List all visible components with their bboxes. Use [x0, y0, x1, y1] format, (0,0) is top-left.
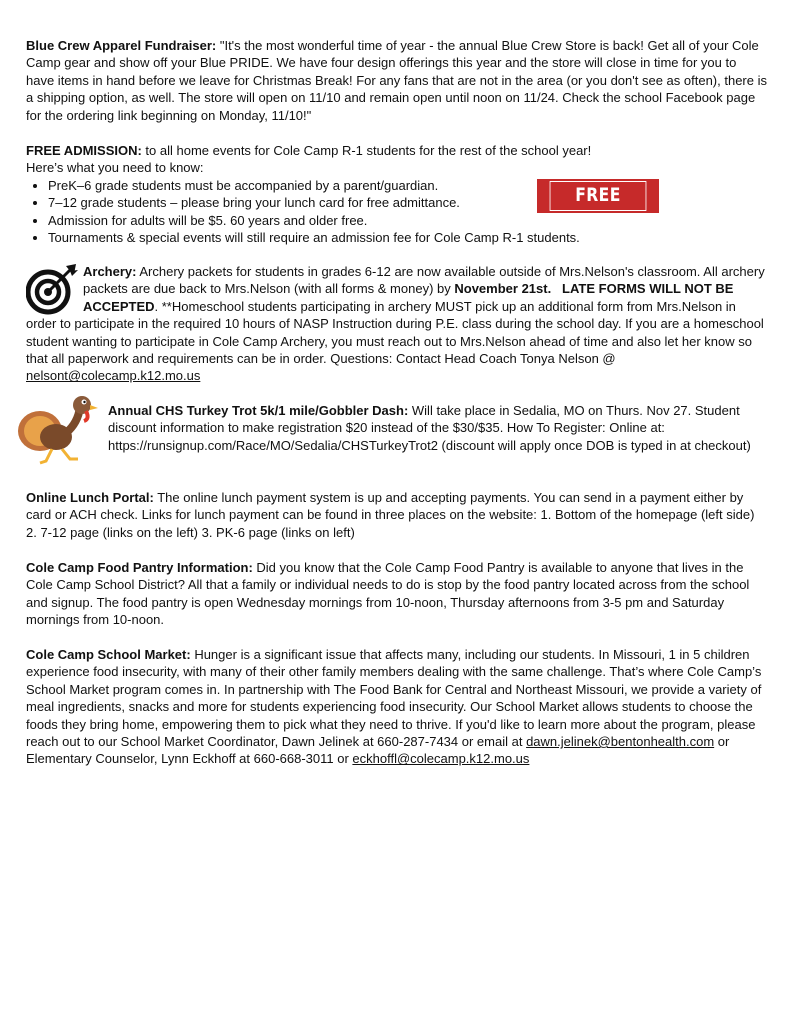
turkey-icon: [10, 393, 106, 467]
admission-need: Here’s what you need to know:: [26, 160, 204, 176]
apparel-section: [26, 37, 768, 124]
pantry-section: [26, 559, 768, 629]
market-body: Hunger is a significant issue that affects many, including our students. In Missouri, 1 in 5 children experience food insecurity, with many of their other family members dealing with the same challenge. That’s where Cole Camp’s School Market program comes in. In partnership with The Food Bank for Central and Northeast Missouri, we provide a variety of meal ingredients, snacks and more for students experiencing food insecurity. Our School Market allows students to choose the foods they bring home, empowering them to pick what they need to thrive. If you'd like to learn more about the program, please reach out to our School Market Coordinator, Dawn Jelinek at 660-287-7434 or email at: [26, 647, 762, 750]
turkey-section: [108, 402, 768, 454]
turkey-body: Will take place in Sedalia, MO on Thurs. Nov 27. Student discount information to make registration $20 instead of the $30/$35. How To Register: Online at: https://runsignup.com/Race/MO/Sedalia/CHSTurkeyTrot2 (discount will apply once DOB is typed in at checkout): [108, 403, 751, 453]
archery-due-date: November 21st.: [454, 281, 552, 297]
lunch-section: [26, 489, 768, 541]
archery-text-1: Archery packets for students in grades 6-12 are now available outside of Mrs.Nelson's classroom. All archery packets are due back to Mrs.Nelson (with all forms & money) by: [83, 264, 765, 297]
admission-title: FREE ADMISSION:: [26, 143, 142, 158]
lunch-body: The online lunch payment system is up and accepting payments. You can send in a payment either by card or ACH check. Links for lunch payment can be found in three places on the website: 1. Bottom of the homepage (left side) 2. 7-12 page (links on the left) 3. PK-6 page (links on left): [26, 490, 755, 540]
list-item: • Tournaments & special events will still require an admission fee for Cole Camp R-1 students.: [48, 229, 768, 246]
free-entry-label: FREE ENTRY: [550, 181, 647, 211]
turkey-title: Annual CHS Turkey Trot 5k/1 mile/Gobbler Dash:: [108, 403, 409, 418]
admission-intro-line: [26, 142, 768, 159]
archery-icon-space: [26, 263, 83, 315]
market-email-link-2[interactable]: eckhoffl@colecamp.k12.mo.us: [352, 751, 530, 767]
pantry-body: Did you know that the Cole Camp Food Pantry is available to anyone that lives in the Cole Camp School District? All that a family or individual needs to do is stop by the food pantry located across from the school and signup. The food pantry is open Wednesday mornings from 10-noon, Thursday afternoons from 3-5 pm and Saturday mornings from 10-noon.: [26, 560, 750, 628]
admission-intro: to all home events for Cole Camp R-1 students for the rest of the school year!: [141, 143, 592, 158]
market-section: [26, 646, 768, 768]
archery-email-link[interactable]: nelsont@colecamp.k12.mo.us: [26, 368, 201, 384]
free-entry-stamp: [537, 179, 659, 232]
archery-spacer: [551, 281, 562, 296]
apparel-title: Blue Crew Apparel Fundraiser:: [26, 38, 217, 53]
apparel-body: "It's the most wonderful time of year - the annual Blue Crew Store is back! Get all of your Cole Camp gear and show off your Blue PRIDE. We have four design offerings this year and the store will close in time for you to have items in hand before we leave for Christmas Break! For any fans that are not in the area (or you don't see as often), there is a shipping option, as well. The store will open on 11/10 and remain open until noon on 11/24. Check the school Facebook page for the ordering link beginning on Monday, 11/10!": [26, 38, 767, 123]
archery-text-2: . **Homeschool students participating in archery MUST pick up an additional form from Mrs.Nelson in order to participate in the required 10 hours of NASP Instruction during P.E. class during the school day. If you are a homeschool student wanting to participate in Cole Camp Archery, you must reach out to Mrs.Nelson ahead of time and also let her know so that all paperwork and requirements can be in order. Questions: Contact Head Coach Tonya Nelson @: [26, 298, 764, 367]
pantry-title: Cole Camp Food Pantry Information:: [26, 560, 253, 575]
market-title: Cole Camp School Market:: [26, 647, 191, 662]
archery-section: [26, 263, 768, 385]
list-item: • Admission for adults will be $5. 60 years and older free.: [48, 212, 768, 229]
list-item: • PreK–6 grade students must be accompanied by a parent/guardian.: [48, 177, 768, 194]
archery-late-warning: LATE FORMS WILL NOT BE ACCEPTED: [83, 281, 734, 314]
list-item: • 7–12 grade students – please bring your lunch card for free admittance.: [48, 194, 768, 211]
lunch-title: Online Lunch Portal:: [26, 490, 154, 505]
market-mid: or Elementary Counselor, Lynn Eckhoff at 660-668-3011 or: [26, 734, 730, 767]
archery-title: Archery:: [83, 264, 137, 279]
market-email-link-1[interactable]: dawn.jelinek@bentonhealth.com: [526, 734, 715, 750]
